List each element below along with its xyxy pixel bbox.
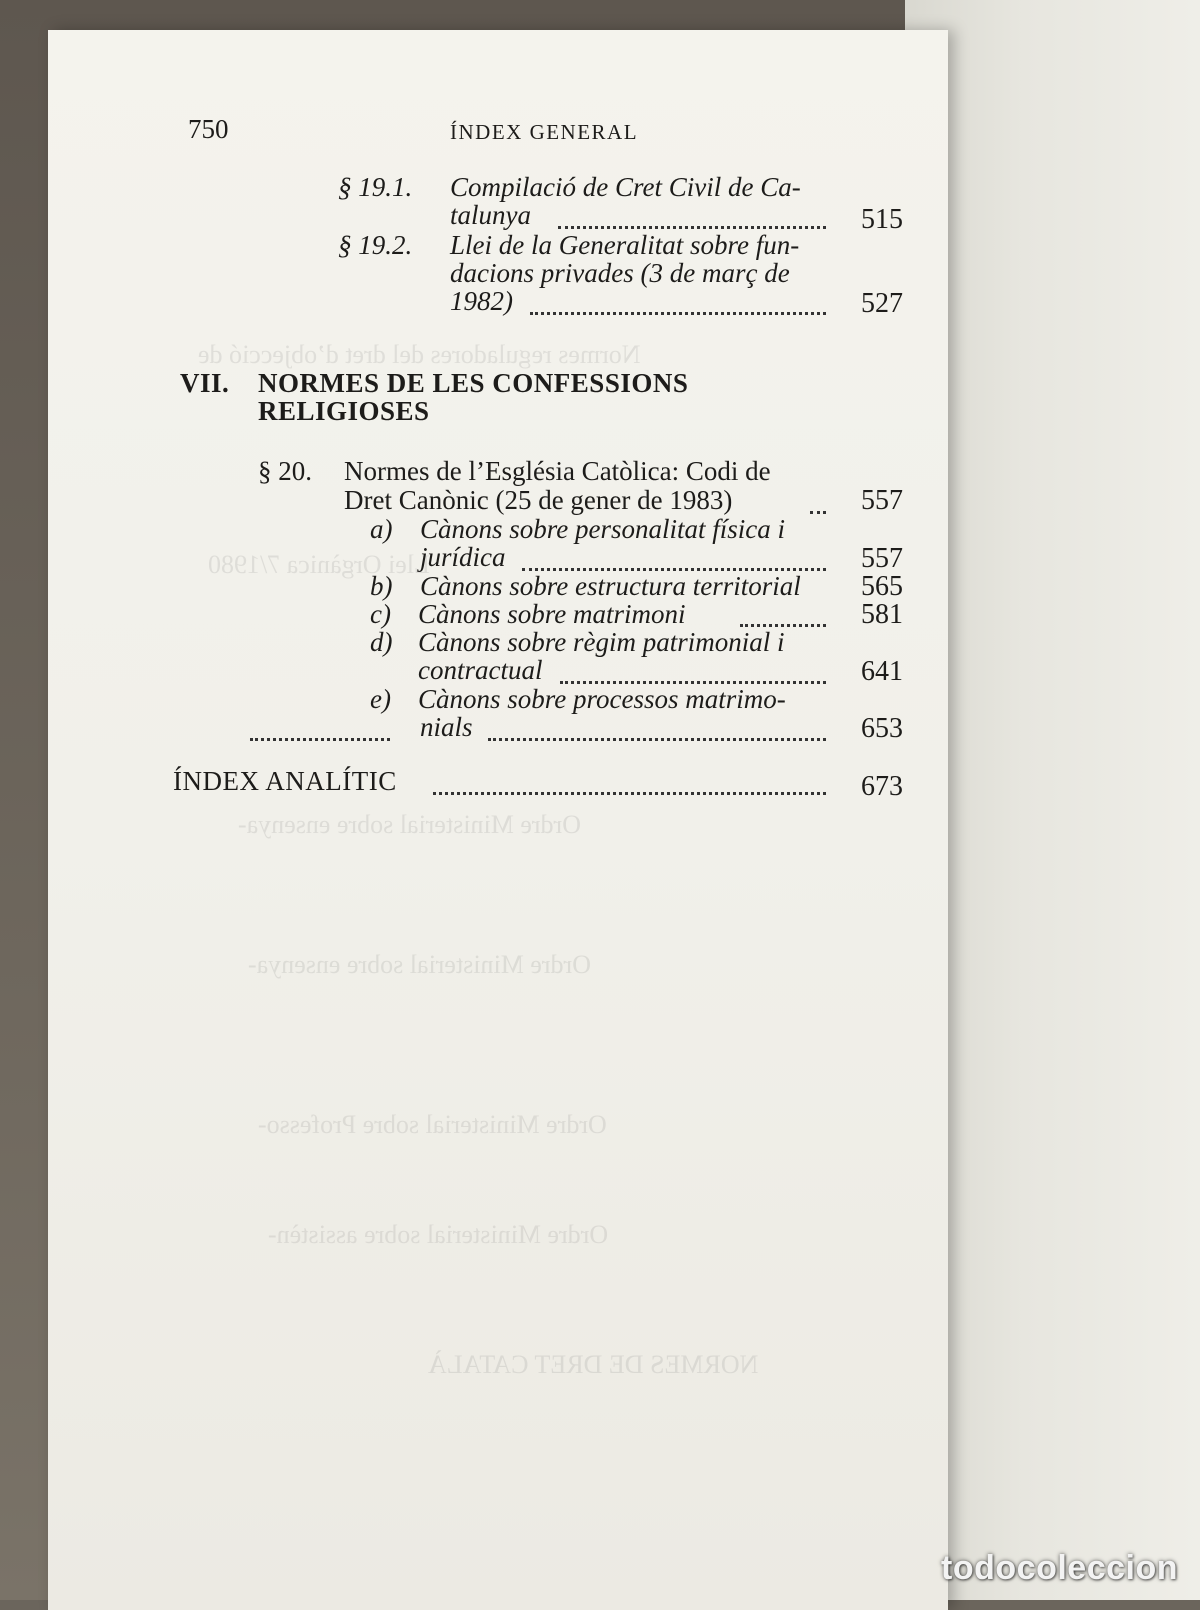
show-through-text: Normes reguladores del dret d’objecció de bbox=[198, 340, 641, 369]
dot-leader bbox=[810, 511, 826, 514]
entry-title-line: Cànons sobre processos matrimo- bbox=[418, 684, 786, 714]
dot-leader bbox=[433, 792, 826, 795]
show-through-text: NORMES DE DRET CATALÀ bbox=[428, 1350, 759, 1379]
entry-page: 653 bbox=[861, 713, 903, 744]
running-title: ÍNDEX GENERAL bbox=[450, 120, 639, 144]
section-title-line: NORMES DE LES CONFESSIONS bbox=[258, 368, 689, 398]
show-through-text: Ordre Ministerial sobre assistèn- bbox=[268, 1220, 609, 1249]
entry-title-line: Compilació de Cret Civil de Ca- bbox=[450, 172, 801, 202]
subentry-letter: b) bbox=[370, 571, 393, 601]
show-through-text: Ordre Ministerial sobre Professo- bbox=[258, 1110, 607, 1139]
entry-title-line: Dret Canònic (25 de gener de 1983) bbox=[344, 485, 733, 515]
entry-page: 641 bbox=[861, 656, 903, 687]
entry-title-line: Cànons sobre personalitat física i bbox=[420, 514, 786, 544]
entry-title-line: Normes de l’Església Catòlica: Codi de bbox=[344, 456, 771, 486]
entry-page: 557 bbox=[861, 543, 903, 574]
show-through-text: Llei Orgànica 7/1980 bbox=[208, 550, 430, 579]
dot-leader bbox=[558, 226, 826, 229]
dot-leader bbox=[488, 738, 826, 741]
entry-page: 515 bbox=[861, 204, 903, 235]
subentry-letter: e) bbox=[370, 684, 391, 714]
book-page bbox=[48, 30, 948, 1610]
dot-leader bbox=[530, 312, 826, 315]
entry-title-line: contractual bbox=[418, 655, 543, 685]
entry-number: § 20. bbox=[258, 456, 312, 486]
subentry-letter: d) bbox=[370, 627, 393, 657]
watermark-logo: todocoleccion bbox=[941, 1549, 1178, 1587]
dot-leader bbox=[250, 738, 390, 741]
entry-title-line: 1982) bbox=[450, 286, 513, 316]
entry-title-line: Cànons sobre matrimoni bbox=[418, 599, 686, 629]
facing-page bbox=[905, 0, 1200, 1600]
entry-title-line: Cànons sobre estructura territorial bbox=[420, 571, 801, 601]
entry-page: 581 bbox=[861, 599, 903, 630]
section-numeral: VII. bbox=[180, 368, 230, 398]
entry-page: 557 bbox=[861, 485, 903, 516]
entry-number: § 19.1. bbox=[338, 172, 413, 202]
subentry-letter: c) bbox=[370, 599, 391, 629]
page-number: 750 bbox=[188, 114, 229, 144]
entry-title-line: nials bbox=[420, 712, 473, 742]
section-title-line: RELIGIOSES bbox=[258, 396, 430, 426]
entry-title-line: jurídica bbox=[420, 542, 506, 572]
entry-number: § 19.2. bbox=[338, 230, 413, 260]
entry-title-line: ÍNDEX ANALÍTIC bbox=[173, 766, 397, 796]
entry-title-line: dacions privades (3 de març de bbox=[450, 258, 790, 288]
entry-page: 527 bbox=[861, 288, 903, 319]
entry-title-line: Llei de la Generalitat sobre fun- bbox=[450, 230, 800, 260]
show-through-text: Ordre Ministerial sobre ensenya- bbox=[248, 950, 591, 979]
entry-page: 565 bbox=[861, 571, 903, 602]
entry-page: 673 bbox=[861, 771, 903, 802]
entry-title-line: Cànons sobre règim patrimonial i bbox=[418, 627, 785, 657]
show-through-text: Ordre Ministerial sobre ensenya- bbox=[238, 810, 581, 839]
subentry-letter: a) bbox=[370, 514, 393, 544]
entry-title-line: talunya bbox=[450, 200, 531, 230]
